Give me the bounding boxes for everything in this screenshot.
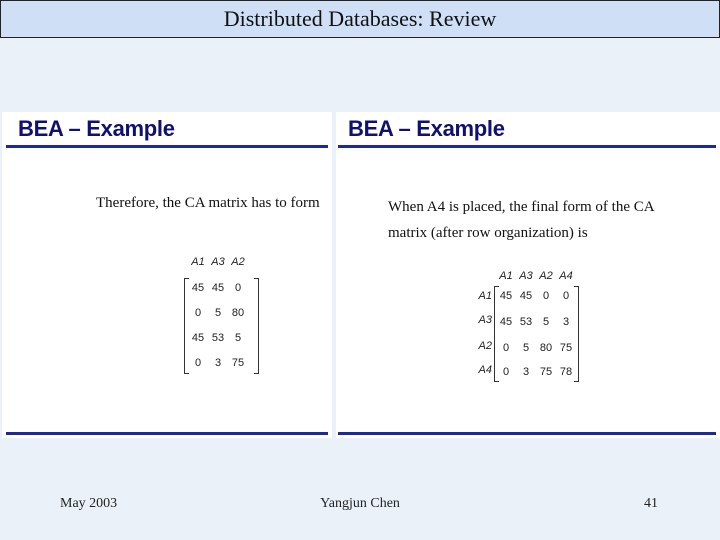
left-col-header: A1	[191, 256, 205, 268]
matrix-cell: 5	[214, 307, 222, 319]
left-slide-panel	[2, 112, 332, 438]
footer-author: Yangjun Chen	[320, 496, 400, 511]
footer-date: May 2003	[60, 496, 118, 511]
matrix-cell: 45	[191, 332, 205, 344]
right-bottom-rule	[338, 432, 716, 435]
left-slide-heading: BEA – Example	[18, 116, 175, 141]
left-heading-rule	[6, 145, 328, 148]
matrix-cell: 0	[562, 290, 570, 302]
matrix-cell: 0	[502, 366, 510, 378]
matrix-cell: 0	[194, 357, 202, 369]
right-ca-matrix	[478, 270, 588, 384]
matrix-cell: 5	[542, 316, 550, 328]
right-slide-panel	[336, 112, 720, 438]
right-slide-heading: BEA – Example	[348, 116, 505, 141]
matrix-cell: 78	[559, 366, 573, 378]
matrix-cell: 0	[502, 342, 510, 354]
matrix-cell: 3	[214, 357, 222, 369]
matrix-cell: 75	[231, 357, 245, 369]
right-row-header: A1	[478, 290, 492, 302]
matrix-cell: 3	[522, 366, 530, 378]
left-matrix-bracket-right	[254, 278, 259, 374]
footer-page-number: 41	[644, 496, 658, 511]
right-row-header: A2	[478, 340, 492, 352]
right-row-header: A3	[478, 314, 492, 326]
matrix-cell: 3	[562, 316, 570, 328]
matrix-cell: 45	[499, 290, 513, 302]
page-title: Distributed Databases: Review	[223, 6, 497, 31]
right-caption-line1: When A4 is placed, the final form of the CA	[388, 199, 655, 215]
matrix-cell: 5	[522, 342, 530, 354]
left-col-header: A2	[231, 256, 245, 268]
right-col-header: A4	[559, 270, 573, 282]
matrix-cell: 53	[519, 316, 533, 328]
matrix-cell: 0	[194, 307, 202, 319]
matrix-cell: 45	[519, 290, 533, 302]
right-heading-rule	[338, 145, 716, 148]
right-row-header: A4	[478, 364, 492, 376]
matrix-cell: 75	[559, 342, 573, 354]
matrix-cell: 75	[539, 366, 553, 378]
right-col-header: A3	[519, 270, 533, 282]
right-col-header: A2	[539, 270, 553, 282]
matrix-cell: 45	[191, 282, 205, 294]
left-slide-caption: Therefore, the CA matrix has to form	[96, 195, 320, 211]
matrix-cell: 5	[234, 332, 242, 344]
left-bottom-rule	[6, 432, 328, 435]
matrix-cell: 0	[542, 290, 550, 302]
right-col-header: A1	[499, 270, 513, 282]
right-caption-line2: matrix (after row organization) is	[388, 225, 588, 241]
right-slide-caption	[388, 194, 688, 246]
matrix-cell: 80	[231, 307, 245, 319]
matrix-cell: 45	[499, 316, 513, 328]
matrix-cell: 0	[234, 282, 242, 294]
matrix-cell: 80	[539, 342, 553, 354]
matrix-cell: 45	[211, 282, 225, 294]
page-title-bar	[0, 0, 720, 38]
matrix-cell: 53	[211, 332, 225, 344]
left-col-header: A3	[211, 256, 225, 268]
left-ca-matrix	[188, 256, 278, 376]
